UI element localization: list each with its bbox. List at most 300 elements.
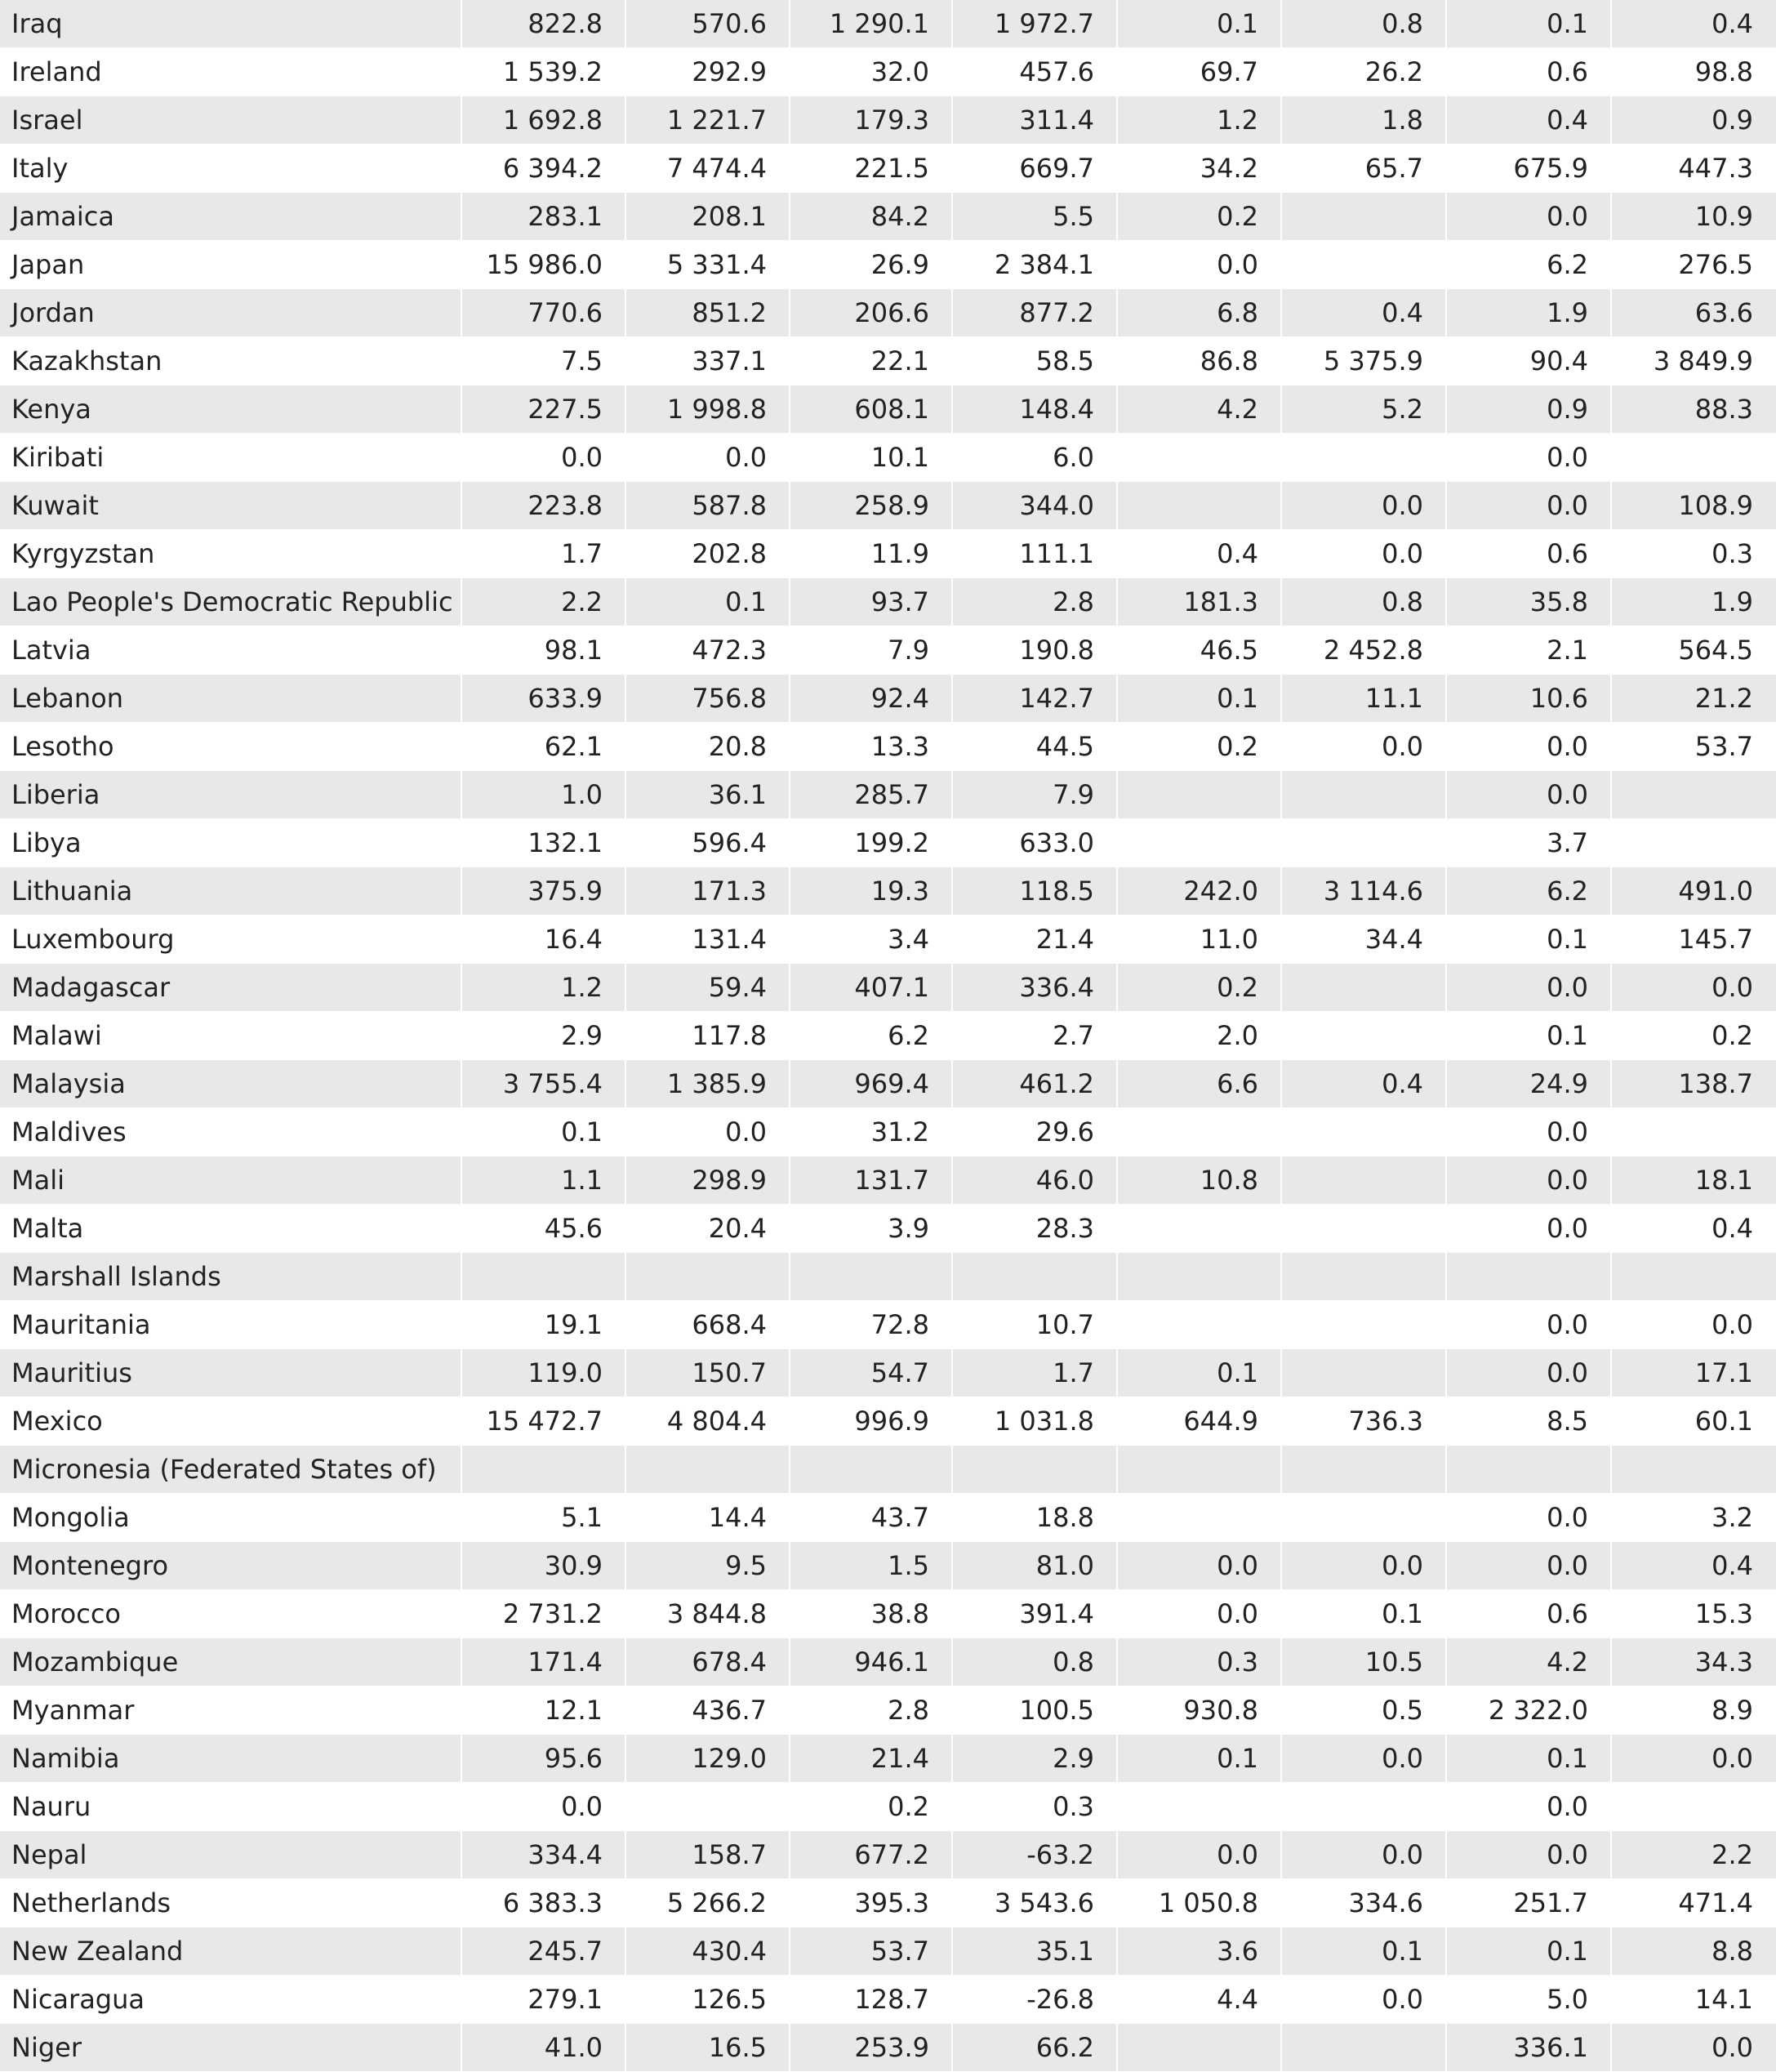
value-cell: 21.2 xyxy=(1694,683,1753,714)
value-cell: 0.1 xyxy=(1447,916,1612,963)
value-cell: 171.4 xyxy=(462,1638,626,1686)
value-cell: 6.6 xyxy=(1118,1060,1282,1107)
country-name-cell: Micronesia (Federated States of) xyxy=(0,1446,462,1493)
value-cell: 0.0 xyxy=(1447,434,1612,481)
value-cell: 0.1 xyxy=(462,1108,626,1156)
country-name-cell: Malta xyxy=(0,1205,462,1252)
table-row xyxy=(0,289,1776,337)
table-row xyxy=(0,1494,1776,1542)
value-cell: 131.7 xyxy=(790,1156,953,1204)
value-cell: 2.1 xyxy=(1447,626,1612,674)
value-cell: 208.1 xyxy=(626,193,790,240)
value-cell: 0.4 xyxy=(1118,530,1282,577)
value-cell: 6 383.3 xyxy=(462,1879,626,1927)
value-cell: 20.4 xyxy=(626,1205,790,1252)
value-cell xyxy=(1282,1156,1447,1204)
country-name-cell: Namibia xyxy=(0,1735,462,1782)
value-cell xyxy=(626,1783,790,1830)
table-row xyxy=(0,1446,1776,1494)
value-cell: 119.0 xyxy=(462,1349,626,1397)
value-cell: 0.0 xyxy=(1447,482,1612,529)
country-name-cell: Libya xyxy=(0,819,462,867)
value-cell: 72.8 xyxy=(790,1301,953,1348)
value-cell: 564.5 xyxy=(1678,635,1753,666)
value-cell xyxy=(953,1253,1118,1300)
value-cell: 258.9 xyxy=(790,482,953,529)
value-cell: 0.0 xyxy=(1282,1831,1447,1878)
table-row xyxy=(0,1156,1776,1205)
value-cell: 668.4 xyxy=(626,1301,790,1348)
value-cell: 98.1 xyxy=(462,626,626,674)
value-cell: 11.9 xyxy=(790,530,953,577)
value-cell xyxy=(1282,1205,1447,1252)
value-cell: 6.2 xyxy=(1447,867,1612,915)
value-cell: 20.8 xyxy=(626,723,790,770)
value-cell: 0.2 xyxy=(1118,193,1282,240)
value-cell: 0.0 xyxy=(1118,1590,1282,1638)
value-cell: 675.9 xyxy=(1447,145,1612,192)
value-cell: 1.5 xyxy=(790,1542,953,1589)
country-name-cell: Niger xyxy=(0,2024,462,2071)
value-cell: 16.5 xyxy=(626,2024,790,2071)
table-row xyxy=(0,1735,1776,1783)
value-cell: 5 266.2 xyxy=(626,1879,790,1927)
value-cell: 6.0 xyxy=(953,434,1118,481)
value-cell: 128.7 xyxy=(790,1976,953,2023)
value-cell: 117.8 xyxy=(626,1012,790,1059)
value-cell xyxy=(1612,434,1776,481)
value-cell: 1.7 xyxy=(953,1349,1118,1397)
value-cell xyxy=(1282,1012,1447,1059)
value-cell: 2 322.0 xyxy=(1447,1687,1612,1734)
value-cell: 1 385.9 xyxy=(626,1060,790,1107)
value-cell: 1.2 xyxy=(1118,96,1282,144)
value-cell: 2.9 xyxy=(462,1012,626,1059)
value-cell: 0.3 xyxy=(953,1783,1118,1830)
table-row xyxy=(0,626,1776,675)
value-cell: 0.0 xyxy=(462,434,626,481)
value-cell: 15 986.0 xyxy=(462,241,626,288)
value-cell xyxy=(1282,1446,1447,1493)
value-cell xyxy=(1118,819,1282,867)
country-name-cell: Madagascar xyxy=(0,964,462,1011)
value-cell: 336.1 xyxy=(1447,2024,1612,2071)
value-cell: 0.2 xyxy=(1118,723,1282,770)
value-cell: 279.1 xyxy=(462,1976,626,2023)
value-cell: 0.4 xyxy=(1711,1550,1753,1581)
country-name-cell: Mauritania xyxy=(0,1301,462,1348)
value-cell: 3 114.6 xyxy=(1282,867,1447,915)
value-cell: 126.5 xyxy=(626,1976,790,2023)
value-cell: 633.9 xyxy=(462,675,626,722)
value-cell: 11.0 xyxy=(1118,916,1282,963)
value-cell: 148.4 xyxy=(953,385,1118,433)
value-cell: 1.9 xyxy=(1447,289,1612,336)
value-cell: 0.4 xyxy=(1282,289,1447,336)
value-cell: 150.7 xyxy=(626,1349,790,1397)
value-cell: 0.4 xyxy=(1447,96,1612,144)
value-cell: 8.5 xyxy=(1447,1397,1612,1445)
value-cell: 0.0 xyxy=(1447,1156,1612,1204)
value-cell: 32.0 xyxy=(790,48,953,96)
value-cell: 5.2 xyxy=(1282,385,1447,433)
value-cell xyxy=(1282,771,1447,818)
value-cell: 334.6 xyxy=(1282,1879,1447,1927)
value-cell: 1.9 xyxy=(1711,586,1753,617)
table-row xyxy=(0,434,1776,482)
country-name-cell: Japan xyxy=(0,241,462,288)
value-cell: 336.4 xyxy=(953,964,1118,1011)
country-name-cell: Malaysia xyxy=(0,1060,462,1107)
value-cell: 6 394.2 xyxy=(462,145,626,192)
value-cell: 0.1 xyxy=(1118,675,1282,722)
value-cell: 142.7 xyxy=(953,675,1118,722)
value-cell: 19.1 xyxy=(462,1301,626,1348)
value-cell xyxy=(1282,1253,1447,1300)
value-cell: 53.7 xyxy=(1694,731,1753,762)
table-row xyxy=(0,578,1776,626)
value-cell: -63.2 xyxy=(953,1831,1118,1878)
value-cell: 0.0 xyxy=(1711,972,1753,1003)
value-cell: 1 998.8 xyxy=(626,385,790,433)
value-cell xyxy=(1118,1253,1282,1300)
value-cell: 41.0 xyxy=(462,2024,626,2071)
value-cell: 0.1 xyxy=(1282,1927,1447,1975)
value-cell: 38.8 xyxy=(790,1590,953,1638)
table-row xyxy=(0,96,1776,145)
value-cell: 24.9 xyxy=(1447,1060,1612,1107)
value-cell: 62.1 xyxy=(462,723,626,770)
value-cell: 251.7 xyxy=(1447,1879,1612,1927)
value-cell: 3 844.8 xyxy=(626,1590,790,1638)
value-cell xyxy=(790,1446,953,1493)
value-cell: 35.8 xyxy=(1447,578,1612,626)
table-row xyxy=(0,2024,1776,2072)
value-cell: 0.1 xyxy=(626,578,790,626)
country-name-cell: Mauritius xyxy=(0,1349,462,1397)
value-cell xyxy=(1447,1253,1612,1300)
value-cell xyxy=(1282,1494,1447,1541)
table-row xyxy=(0,0,1776,48)
value-cell: 0.0 xyxy=(1447,723,1612,770)
value-cell: 11.1 xyxy=(1282,675,1447,722)
table-row xyxy=(0,48,1776,96)
country-name-cell: Morocco xyxy=(0,1590,462,1638)
value-cell: 69.7 xyxy=(1118,48,1282,96)
value-cell: 46.5 xyxy=(1118,626,1282,674)
value-cell: 29.6 xyxy=(953,1108,1118,1156)
value-cell: 457.6 xyxy=(953,48,1118,96)
country-name-cell: Lithuania xyxy=(0,867,462,915)
value-cell: 26.2 xyxy=(1282,48,1447,96)
table-row xyxy=(0,530,1776,578)
value-cell xyxy=(626,1253,790,1300)
country-name-cell: Nepal xyxy=(0,1831,462,1878)
value-cell: 930.8 xyxy=(1118,1687,1282,1734)
value-cell: 0.0 xyxy=(1711,2032,1753,2063)
value-cell: 3.4 xyxy=(790,916,953,963)
value-cell: 2.9 xyxy=(953,1735,1118,1782)
value-cell xyxy=(1282,1108,1447,1156)
country-name-cell: Lao People's Democratic Republic xyxy=(0,578,462,626)
value-cell: 206.6 xyxy=(790,289,953,336)
country-name-cell: Mexico xyxy=(0,1397,462,1445)
value-cell: 145.7 xyxy=(1678,924,1753,955)
value-cell: 0.8 xyxy=(1282,0,1447,47)
value-cell: 283.1 xyxy=(462,193,626,240)
value-cell xyxy=(1118,1494,1282,1541)
value-cell: 36.1 xyxy=(626,771,790,818)
table-row xyxy=(0,1205,1776,1253)
value-cell xyxy=(1282,1783,1447,1830)
value-cell: 0.6 xyxy=(1447,48,1612,96)
country-name-cell: Jordan xyxy=(0,289,462,336)
value-cell: 1 539.2 xyxy=(462,48,626,96)
value-cell: 644.9 xyxy=(1118,1397,1282,1445)
value-cell: 996.9 xyxy=(790,1397,953,1445)
value-cell: 0.0 xyxy=(1118,1831,1282,1878)
country-name-cell: Kiribati xyxy=(0,434,462,481)
value-cell: 15 472.7 xyxy=(462,1397,626,1445)
value-cell: 678.4 xyxy=(626,1638,790,1686)
value-cell xyxy=(1612,1446,1776,1493)
value-cell: 0.0 xyxy=(1118,241,1282,288)
value-cell: 3 543.6 xyxy=(953,1879,1118,1927)
value-cell: 0.0 xyxy=(1282,482,1447,529)
value-cell: 34.3 xyxy=(1694,1646,1753,1678)
value-cell: 53.7 xyxy=(790,1927,953,1975)
value-cell: 10.5 xyxy=(1282,1638,1447,1686)
value-cell: 1.0 xyxy=(462,771,626,818)
value-cell: 0.5 xyxy=(1282,1687,1447,1734)
value-cell: 190.8 xyxy=(953,626,1118,674)
value-cell: 5 331.4 xyxy=(626,241,790,288)
value-cell: 21.4 xyxy=(953,916,1118,963)
country-name-cell: Malawi xyxy=(0,1012,462,1059)
value-cell xyxy=(1612,771,1776,818)
table-row xyxy=(0,1012,1776,1060)
value-cell: 0.0 xyxy=(1447,193,1612,240)
value-cell: 81.0 xyxy=(953,1542,1118,1589)
value-cell: 28.3 xyxy=(953,1205,1118,1252)
value-cell: 43.7 xyxy=(790,1494,953,1541)
value-cell: 132.1 xyxy=(462,819,626,867)
table-row xyxy=(0,193,1776,241)
value-cell: 5.1 xyxy=(462,1494,626,1541)
value-cell: 311.4 xyxy=(953,96,1118,144)
value-cell: 199.2 xyxy=(790,819,953,867)
value-cell: 10.6 xyxy=(1447,675,1612,722)
value-cell xyxy=(1612,1108,1776,1156)
country-name-cell: Jamaica xyxy=(0,193,462,240)
table-row xyxy=(0,1687,1776,1735)
value-cell: 2.2 xyxy=(1711,1839,1753,1870)
value-cell: 0.4 xyxy=(1711,8,1753,39)
country-name-cell: Netherlands xyxy=(0,1879,462,1927)
value-cell: 6.2 xyxy=(790,1012,953,1059)
value-cell: 1 031.8 xyxy=(953,1397,1118,1445)
value-cell xyxy=(1282,964,1447,1011)
value-cell xyxy=(1118,1108,1282,1156)
value-cell: 292.9 xyxy=(626,48,790,96)
value-cell: 86.8 xyxy=(1118,337,1282,385)
value-cell: 12.1 xyxy=(462,1687,626,1734)
value-cell xyxy=(1612,1253,1776,1300)
value-cell: 375.9 xyxy=(462,867,626,915)
country-name-cell: Kazakhstan xyxy=(0,337,462,385)
value-cell: -26.8 xyxy=(953,1976,1118,2023)
value-cell: 31.2 xyxy=(790,1108,953,1156)
value-cell: 100.5 xyxy=(953,1687,1118,1734)
value-cell: 6.8 xyxy=(1118,289,1282,336)
value-cell: 0.0 xyxy=(1447,1542,1612,1589)
table-row xyxy=(0,723,1776,771)
value-cell: 2.8 xyxy=(953,578,1118,626)
value-cell: 131.4 xyxy=(626,916,790,963)
value-cell: 822.8 xyxy=(462,0,626,47)
value-cell: 0.0 xyxy=(1282,1542,1447,1589)
value-cell: 0.1 xyxy=(1118,0,1282,47)
value-cell: 8.8 xyxy=(1711,1936,1753,1967)
table-row xyxy=(0,482,1776,530)
table-row xyxy=(0,1542,1776,1590)
value-cell: 669.7 xyxy=(953,145,1118,192)
value-cell: 60.1 xyxy=(1694,1406,1753,1437)
value-cell: 21.4 xyxy=(790,1735,953,1782)
value-cell: 1.2 xyxy=(462,964,626,1011)
value-cell xyxy=(1282,1301,1447,1348)
value-cell: 1 050.8 xyxy=(1118,1879,1282,1927)
table-row xyxy=(0,1349,1776,1397)
value-cell: 0.0 xyxy=(462,1783,626,1830)
table-row xyxy=(0,145,1776,193)
country-name-cell: Ireland xyxy=(0,48,462,96)
value-cell: 10.9 xyxy=(1694,201,1753,232)
value-cell: 129.0 xyxy=(626,1735,790,1782)
value-cell: 0.1 xyxy=(1118,1349,1282,1397)
table-row xyxy=(0,1783,1776,1831)
value-cell: 0.0 xyxy=(1282,1976,1447,2023)
table-row xyxy=(0,1976,1776,2024)
value-cell: 54.7 xyxy=(790,1349,953,1397)
value-cell xyxy=(1282,193,1447,240)
table-row xyxy=(0,1397,1776,1446)
value-cell: 15.3 xyxy=(1694,1598,1753,1629)
table-row xyxy=(0,675,1776,723)
table-row xyxy=(0,819,1776,867)
value-cell: 447.3 xyxy=(1678,153,1753,184)
value-cell xyxy=(1612,1783,1776,1830)
country-name-cell: Italy xyxy=(0,145,462,192)
value-cell xyxy=(1118,1446,1282,1493)
value-cell xyxy=(1118,1205,1282,1252)
value-cell: 344.0 xyxy=(953,482,1118,529)
table-row xyxy=(0,1253,1776,1301)
country-name-cell: Kenya xyxy=(0,385,462,433)
country-name-cell: Marshall Islands xyxy=(0,1253,462,1300)
value-cell: 44.5 xyxy=(953,723,1118,770)
value-cell xyxy=(953,1446,1118,1493)
value-cell: 0.1 xyxy=(1282,1590,1447,1638)
value-cell: 0.2 xyxy=(1118,964,1282,1011)
value-cell xyxy=(462,1253,626,1300)
value-cell: 3 849.9 xyxy=(1653,345,1753,377)
table-row xyxy=(0,385,1776,434)
value-cell: 0.3 xyxy=(1711,538,1753,569)
value-cell: 596.4 xyxy=(626,819,790,867)
value-cell xyxy=(1282,434,1447,481)
value-cell xyxy=(1282,241,1447,288)
value-cell: 10.1 xyxy=(790,434,953,481)
value-cell: 14.4 xyxy=(626,1494,790,1541)
value-cell: 3.7 xyxy=(1447,819,1612,867)
value-cell: 16.4 xyxy=(462,916,626,963)
value-cell: 253.9 xyxy=(790,2024,953,2071)
value-cell: 138.7 xyxy=(1678,1068,1753,1099)
value-cell: 0.0 xyxy=(1447,1349,1612,1397)
value-cell: 5.0 xyxy=(1447,1976,1612,2023)
value-cell: 0.1 xyxy=(1447,1735,1612,1782)
country-name-cell: Mongolia xyxy=(0,1494,462,1541)
value-cell: 395.3 xyxy=(790,1879,953,1927)
value-cell: 0.2 xyxy=(790,1783,953,1830)
value-cell: 0.1 xyxy=(1447,1927,1612,1975)
value-cell: 491.0 xyxy=(1678,876,1753,907)
value-cell: 17.1 xyxy=(1694,1357,1753,1388)
value-cell: 298.9 xyxy=(626,1156,790,1204)
table-row xyxy=(0,771,1776,819)
value-cell: 0.0 xyxy=(626,434,790,481)
value-cell xyxy=(1118,2024,1282,2071)
value-cell: 35.1 xyxy=(953,1927,1118,1975)
value-cell: 9.5 xyxy=(626,1542,790,1589)
value-cell: 2 452.8 xyxy=(1282,626,1447,674)
value-cell: 0.0 xyxy=(1282,530,1447,577)
country-name-cell: Mali xyxy=(0,1156,462,1204)
value-cell xyxy=(1118,771,1282,818)
value-cell: 13.3 xyxy=(790,723,953,770)
country-name-cell: New Zealand xyxy=(0,1927,462,1975)
value-cell: 633.0 xyxy=(953,819,1118,867)
value-cell: 111.1 xyxy=(953,530,1118,577)
value-cell: 3 755.4 xyxy=(462,1060,626,1107)
value-cell: 26.9 xyxy=(790,241,953,288)
value-cell: 1.1 xyxy=(462,1156,626,1204)
value-cell: 0.0 xyxy=(1282,1735,1447,1782)
value-cell: 4.2 xyxy=(1118,385,1282,433)
value-cell: 471.4 xyxy=(1678,1887,1753,1918)
country-name-cell: Montenegro xyxy=(0,1542,462,1589)
table-row xyxy=(0,1108,1776,1156)
value-cell: 158.7 xyxy=(626,1831,790,1878)
value-cell: 14.1 xyxy=(1694,1984,1753,2015)
value-cell xyxy=(1282,1349,1447,1397)
value-cell: 0.0 xyxy=(1447,1831,1612,1878)
value-cell: 3.9 xyxy=(790,1205,953,1252)
value-cell xyxy=(1118,1783,1282,1830)
value-cell: 221.5 xyxy=(790,145,953,192)
value-cell: 242.0 xyxy=(1118,867,1282,915)
value-cell: 946.1 xyxy=(790,1638,953,1686)
value-cell: 736.3 xyxy=(1282,1397,1447,1445)
value-cell: 0.8 xyxy=(1282,578,1447,626)
value-cell: 0.8 xyxy=(953,1638,1118,1686)
value-cell: 18.1 xyxy=(1694,1165,1753,1196)
country-name-cell: Nicaragua xyxy=(0,1976,462,2023)
value-cell: 4.2 xyxy=(1447,1638,1612,1686)
table-row xyxy=(0,337,1776,385)
value-cell: 202.8 xyxy=(626,530,790,577)
